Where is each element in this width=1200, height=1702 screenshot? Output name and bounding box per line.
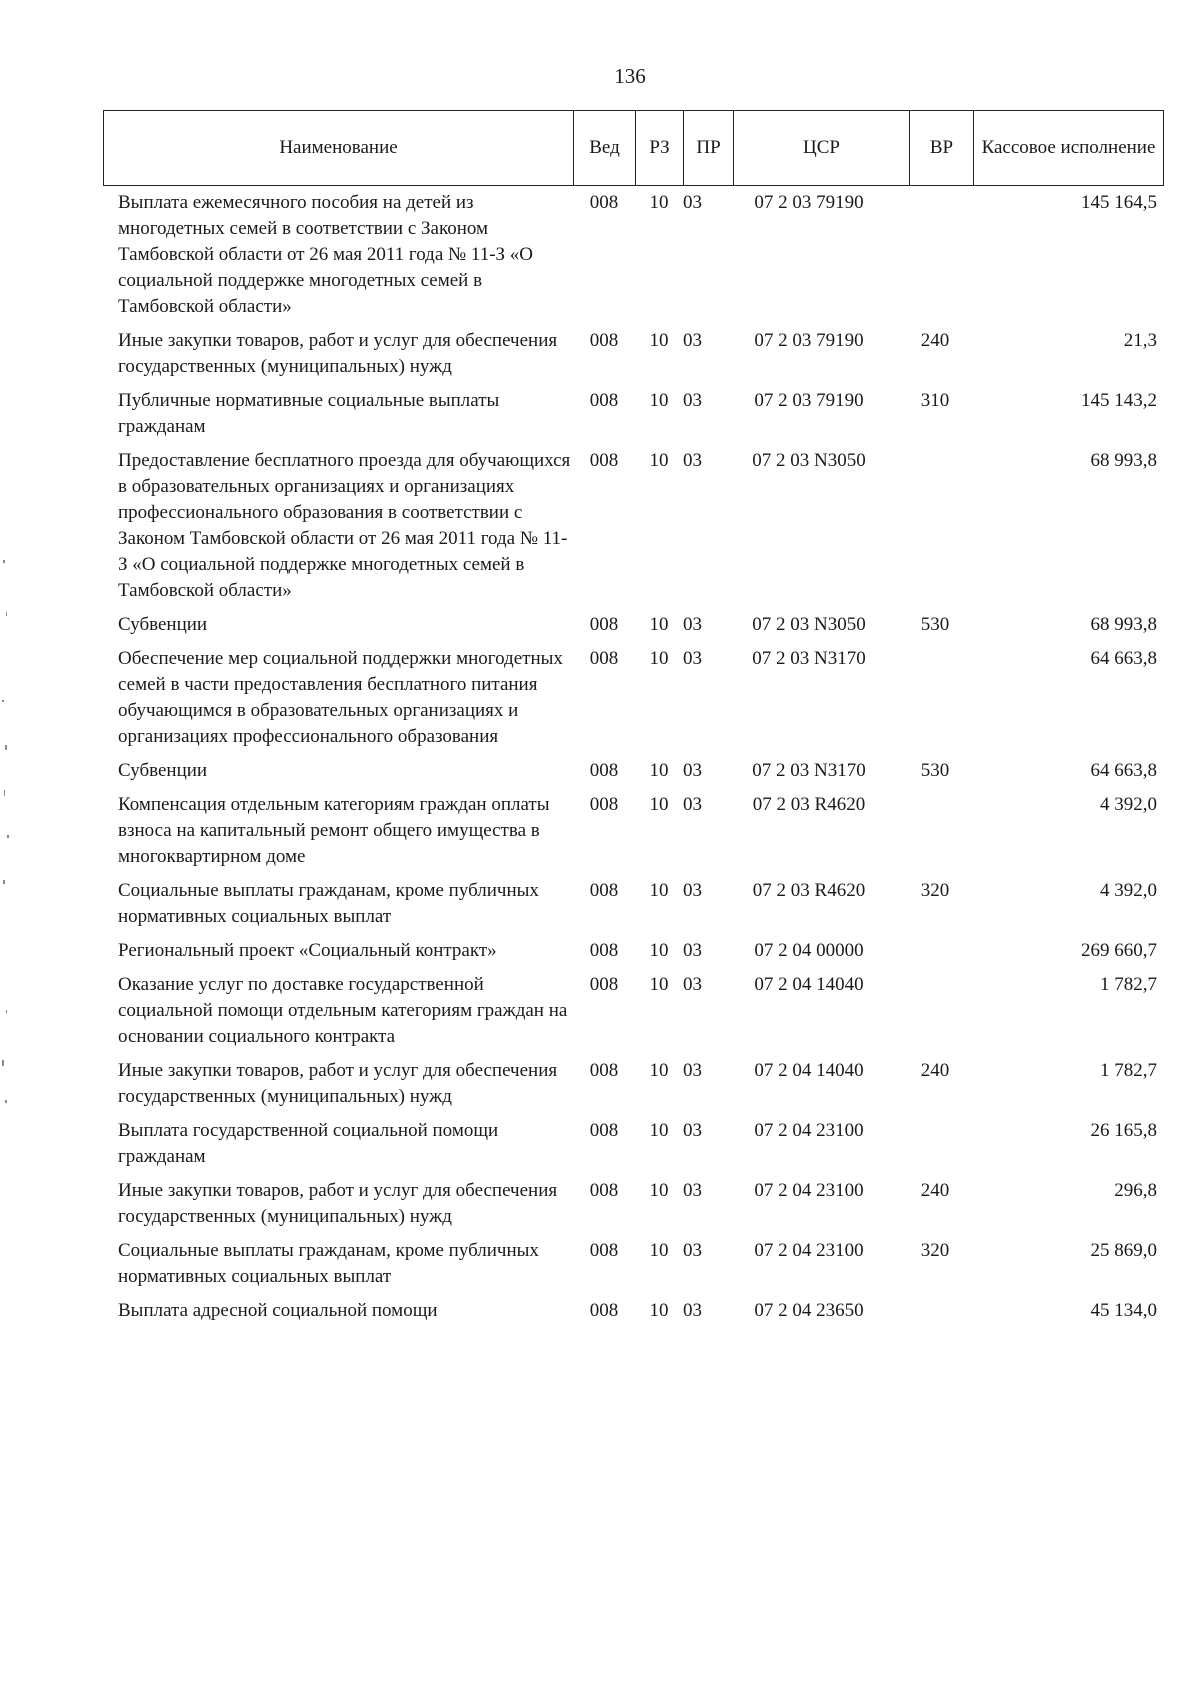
row-vr [897, 448, 973, 604]
row-pr: 03 [683, 794, 702, 815]
row-csr: 07 2 04 23100 [754, 1240, 864, 1261]
row-ved: 008 [589, 880, 619, 901]
row-rz: 10 [649, 880, 669, 901]
row-rz: 10 [649, 940, 669, 961]
row-name: Выплата адресной социальной помощи [118, 1300, 438, 1321]
row-rz: 10 [649, 648, 669, 669]
row-rz: 10 [649, 390, 669, 411]
row-sum: 21,3 [1123, 330, 1157, 351]
row-name: Социальные выплаты гражданам, кроме публичных нормативных социальных выплат [118, 880, 539, 927]
row-vr: 530 [920, 614, 950, 635]
row-vr [897, 792, 973, 870]
row-pr: 03 [683, 614, 702, 635]
row-ved: 008 [589, 1300, 619, 1321]
table-header [103, 110, 1164, 186]
row-vr [897, 646, 973, 750]
row-csr: 07 2 04 00000 [754, 940, 864, 961]
row-pr: 03 [683, 1180, 702, 1201]
table-row [103, 448, 1163, 604]
row-name: Обеспечение мер социальной поддержки многодетных семей в части предоставления бесплатного питания обучающимся в образовательных организациях и организациях профессионального образования [118, 648, 563, 747]
row-rz: 10 [649, 1120, 669, 1141]
row-ved: 008 [589, 1060, 619, 1081]
row-rz: 10 [649, 974, 669, 995]
row-sum: 296,8 [1114, 1180, 1157, 1201]
table-row [103, 972, 1163, 1050]
row-csr: 07 2 03 N3170 [752, 648, 866, 669]
row-vr [897, 1118, 973, 1170]
row-csr: 07 2 03 N3050 [752, 450, 866, 471]
row-ved: 008 [589, 450, 619, 471]
row-sum: 64 663,8 [1090, 648, 1157, 669]
row-name: Субвенции [118, 760, 208, 781]
row-pr: 03 [683, 940, 702, 961]
row-rz: 10 [649, 1300, 669, 1321]
row-sum: 26 165,8 [1090, 1120, 1157, 1141]
row-vr [897, 938, 973, 964]
row-pr: 03 [683, 1300, 702, 1321]
row-sum: 68 993,8 [1090, 450, 1157, 471]
row-name: Публичные нормативные социальные выплаты гражданам [118, 390, 500, 437]
row-vr [897, 972, 973, 1050]
row-rz: 10 [649, 1180, 669, 1201]
row-csr: 07 2 04 14040 [754, 1060, 864, 1081]
table-row [103, 190, 1163, 320]
row-ved: 008 [589, 940, 619, 961]
row-vr [897, 1298, 973, 1324]
row-pr: 03 [683, 1060, 702, 1081]
table-row [103, 646, 1163, 750]
row-ved: 008 [589, 648, 619, 669]
row-rz: 10 [649, 760, 669, 781]
row-name: Иные закупки товаров, работ и услуг для обеспечения государственных (муниципальных) нужд [118, 1060, 558, 1107]
row-name: Предоставление бесплатного проезда для обучающихся в образовательных организациях и организациях профессионального образования в соответствии с Законом Тамбовской области от 26 мая 2011 года № 11-З «О социальной поддержке многодетных семей в Тамбовской области» [118, 450, 571, 601]
row-rz: 10 [649, 794, 669, 815]
row-vr: 320 [920, 1240, 950, 1261]
table-row [103, 878, 1163, 930]
row-ved: 008 [589, 794, 619, 815]
row-vr: 240 [920, 1060, 950, 1081]
row-csr: 07 2 03 79190 [754, 390, 864, 411]
row-name: Субвенции [118, 614, 208, 635]
row-rz: 10 [649, 1240, 669, 1261]
row-vr: 240 [920, 330, 950, 351]
row-csr: 07 2 04 23100 [754, 1120, 864, 1141]
row-csr: 07 2 03 79190 [754, 192, 864, 213]
row-sum: 1 782,7 [1100, 974, 1157, 995]
column-header-rz: РЗ [636, 111, 684, 186]
table-row [103, 612, 1163, 638]
row-sum: 145 143,2 [1081, 390, 1157, 411]
column-header-csr: ЦСР [734, 111, 910, 186]
row-pr: 03 [683, 1240, 702, 1261]
table-row [103, 1058, 1163, 1110]
row-ved: 008 [589, 1120, 619, 1141]
column-header-sum: Кассовое исполнение [974, 111, 1164, 186]
row-sum: 145 164,5 [1081, 192, 1157, 213]
row-vr: 530 [920, 760, 950, 781]
row-ved: 008 [589, 390, 619, 411]
column-header-name: Наименование [104, 111, 574, 186]
row-name: Выплата ежемесячного пособия на детей из многодетных семей в соответствии с Законом Тамбовской области от 26 мая 2011 года № 11-З «О социальной поддержке многодетных семей в Тамбовской области» [118, 192, 534, 317]
row-ved: 008 [589, 614, 619, 635]
table-row [103, 388, 1163, 440]
row-name: Компенсация отдельным категориям граждан оплаты взноса на капитальный ремонт общего имущества в многоквартирном доме [118, 794, 550, 867]
page-number: 136 [614, 64, 646, 88]
row-ved: 008 [589, 760, 619, 781]
row-pr: 03 [683, 648, 702, 669]
row-pr: 03 [683, 880, 702, 901]
row-vr: 240 [920, 1180, 950, 1201]
row-csr: 07 2 03 R4620 [752, 794, 866, 815]
row-rz: 10 [649, 614, 669, 635]
table-row [103, 792, 1163, 870]
row-pr: 03 [683, 192, 702, 213]
column-header-vr: ВР [910, 111, 974, 186]
row-ved: 008 [589, 974, 619, 995]
row-sum: 68 993,8 [1090, 614, 1157, 635]
row-ved: 008 [589, 1240, 619, 1261]
row-sum: 4 392,0 [1100, 880, 1157, 901]
row-name: Выплата государственной социальной помощи гражданам [118, 1120, 499, 1167]
row-ved: 008 [589, 330, 619, 351]
row-pr: 03 [683, 450, 702, 471]
row-csr: 07 2 03 R4620 [752, 880, 866, 901]
row-pr: 03 [683, 1120, 702, 1141]
scan-edge-artifact [0, 0, 14, 1697]
row-sum: 4 392,0 [1100, 794, 1157, 815]
row-vr: 310 [920, 390, 950, 411]
row-sum: 45 134,0 [1090, 1300, 1157, 1321]
row-rz: 10 [649, 330, 669, 351]
row-sum: 64 663,8 [1090, 760, 1157, 781]
table-row [103, 758, 1163, 784]
row-csr: 07 2 03 79190 [754, 330, 864, 351]
row-pr: 03 [683, 330, 702, 351]
row-rz: 10 [649, 450, 669, 471]
row-csr: 07 2 03 N3170 [752, 760, 866, 781]
table-row [103, 1238, 1163, 1290]
column-header-pr: ПР [684, 111, 734, 186]
row-name: Региональный проект «Социальный контракт» [118, 940, 497, 961]
row-vr: 320 [920, 880, 950, 901]
row-sum: 25 869,0 [1090, 1240, 1157, 1261]
row-name: Оказание услуг по доставке государственной социальной помощи отдельным категориям граждан на основании социального контракта [118, 974, 568, 1047]
row-csr: 07 2 03 N3050 [752, 614, 866, 635]
row-csr: 07 2 04 23650 [754, 1300, 864, 1321]
row-vr [897, 190, 973, 320]
table-row [103, 1298, 1163, 1324]
row-name: Иные закупки товаров, работ и услуг для обеспечения государственных (муниципальных) нужд [118, 330, 558, 377]
row-rz: 10 [649, 192, 669, 213]
row-sum: 269 660,7 [1081, 940, 1157, 961]
row-name: Иные закупки товаров, работ и услуг для обеспечения государственных (муниципальных) нужд [118, 1180, 558, 1227]
row-pr: 03 [683, 760, 702, 781]
row-pr: 03 [683, 974, 702, 995]
table-row [103, 1178, 1163, 1230]
row-ved: 008 [589, 1180, 619, 1201]
table-row [103, 938, 1163, 964]
table-row [103, 328, 1163, 380]
column-header-ved: Вед [574, 111, 636, 186]
table-row [103, 1118, 1163, 1170]
row-csr: 07 2 04 23100 [754, 1180, 864, 1201]
row-pr: 03 [683, 390, 702, 411]
row-csr: 07 2 04 14040 [754, 974, 864, 995]
scan-edge-speckle [0, 0, 14, 1697]
row-ved: 008 [589, 192, 619, 213]
row-name: Социальные выплаты гражданам, кроме публичных нормативных социальных выплат [118, 1240, 539, 1287]
budget-rows [103, 190, 1163, 1332]
row-rz: 10 [649, 1060, 669, 1081]
row-sum: 1 782,7 [1100, 1060, 1157, 1081]
